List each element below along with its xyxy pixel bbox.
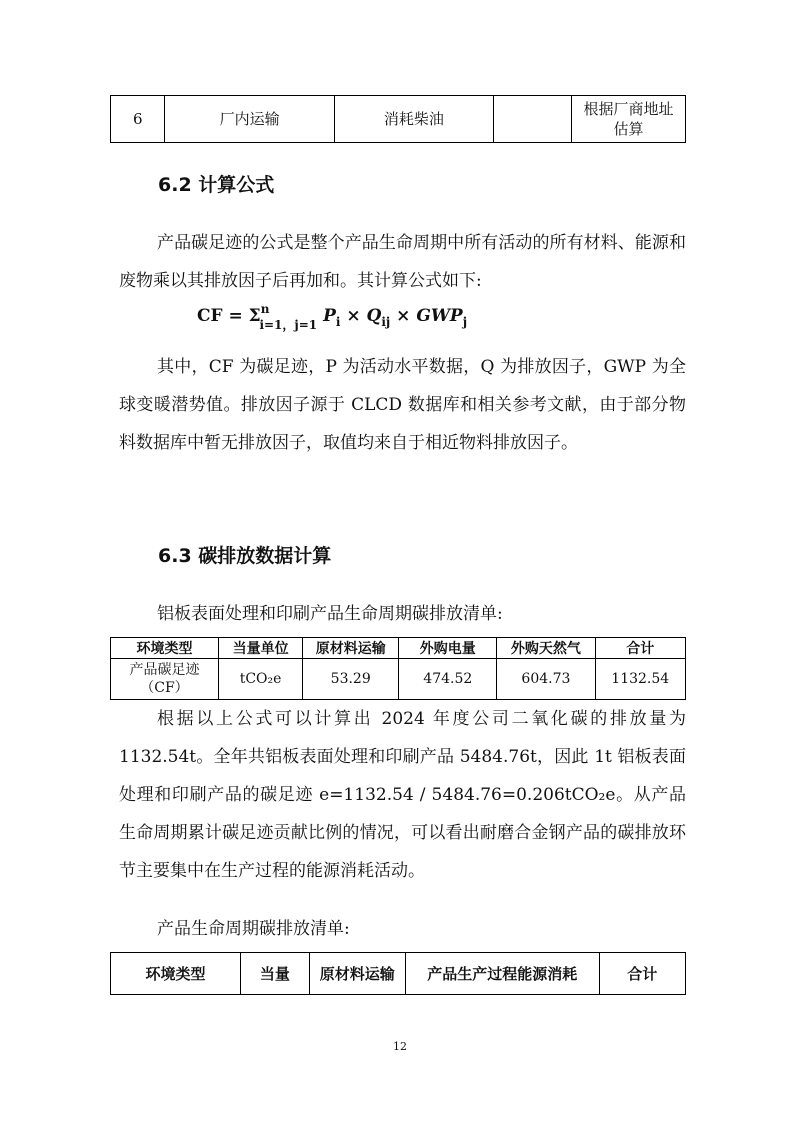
table-header-row [111,638,686,659]
paragraph-formula-intro [119,224,686,300]
type-line-1: 产品碳足迹 [129,662,200,678]
col-header-type: 环境类型 [111,953,241,995]
col-header-type: 环境类型 [111,638,219,659]
source-line-2: 估算 [613,120,644,138]
col-header-total: 合计 [599,953,685,995]
cell-unit: tCO₂e [218,659,302,700]
col-header-transport: 原材料运输 [303,638,399,659]
cell-location: 厂内运输 [165,96,334,143]
col-header-electricity: 外购电量 [399,638,497,659]
cell-blank [494,96,572,143]
cell-activity: 消耗柴油 [334,96,493,143]
formula-gwp: × GWP [390,306,463,326]
table-header-row [111,953,686,995]
type-line-2: （CF） [140,680,189,696]
col-header-transport: 原材料运输 [309,953,405,995]
formula-q: × Q [340,306,382,326]
formula-p-sub: i [335,315,341,329]
emission-source-table-row [110,95,686,143]
cell-gas: 604.73 [497,659,595,700]
result-text: 根据以上公式可以计算出 2024 年度公司二氧化碳的排放量为 1132.54t。全年共铝板表面处理和印刷产品 5484.76t，因此 1t 铝板表面处理和印刷产品的碳足迹 e=1132.54 / 5484.76=0.206tCO₂e。从产品生命周期累计碳足迹贡献比例的情况，可以看出耐磨合金钢产品的碳排放环节主要集中在生产过程的能源消耗活动。 [119,709,686,881]
formula-intro-text: 产品碳足迹的公式是整个产品生命周期中所有活动的所有材料、能源和废物乘以其排放因子后再加和。其计算公式如下: [119,233,686,291]
col-header-gas: 外购天然气 [497,638,595,659]
list-caption-2-text: 产品生命周期碳排放清单: [157,919,350,939]
formula-explanation-text: 其中，CF 为碳足迹，P 为活动水平数据，Q 为排放因子，GWP 为全球变暖潜势值。排放因子源于 CLCD 数据库和相关参考文献，由于部分物料数据库中暂无排放因子，取值均来自于相近物料排放因子。 [119,357,686,453]
carbon-emission-table [110,637,686,700]
formula-p: P [323,306,336,326]
source-line-1: 根据厂商地址 [583,100,674,118]
section-heading-6-2: 6.2 计算公式 [158,174,275,196]
table-row [111,659,686,700]
cell-type [111,659,219,700]
row-number: 6 [111,96,165,143]
paragraph-formula-explanation [119,348,686,462]
col-header-energy: 产品生产过程能源消耗 [405,953,599,995]
lifecycle-emission-table [110,952,686,995]
formula-sub: i=1，j=1 [259,318,318,332]
table-row [111,96,686,143]
cell-electricity: 474.52 [399,659,497,700]
col-header-total: 合计 [595,638,686,659]
cell-transport: 53.29 [303,659,399,700]
cell-source [572,96,686,143]
cell-total: 1132.54 [595,659,686,700]
formula-sup: n [260,302,270,316]
paragraph-result [119,700,686,890]
list-caption-2 [119,910,686,948]
list-caption [119,595,686,633]
formula-gwp-sub: j [462,315,468,329]
page-number: 12 [393,1040,407,1053]
col-header-unit: 当量单位 [218,638,302,659]
section-heading-6-3: 6.3 碳排放数据计算 [158,545,332,567]
col-header-equivalent: 当量 [241,953,310,995]
formula-q-sub: ij [381,315,391,329]
cf-formula [197,302,468,332]
formula-lhs: CF = Σ [197,306,261,326]
list-caption-text: 铝板表面处理和印刷产品生命周期碳排放清单: [157,604,503,624]
